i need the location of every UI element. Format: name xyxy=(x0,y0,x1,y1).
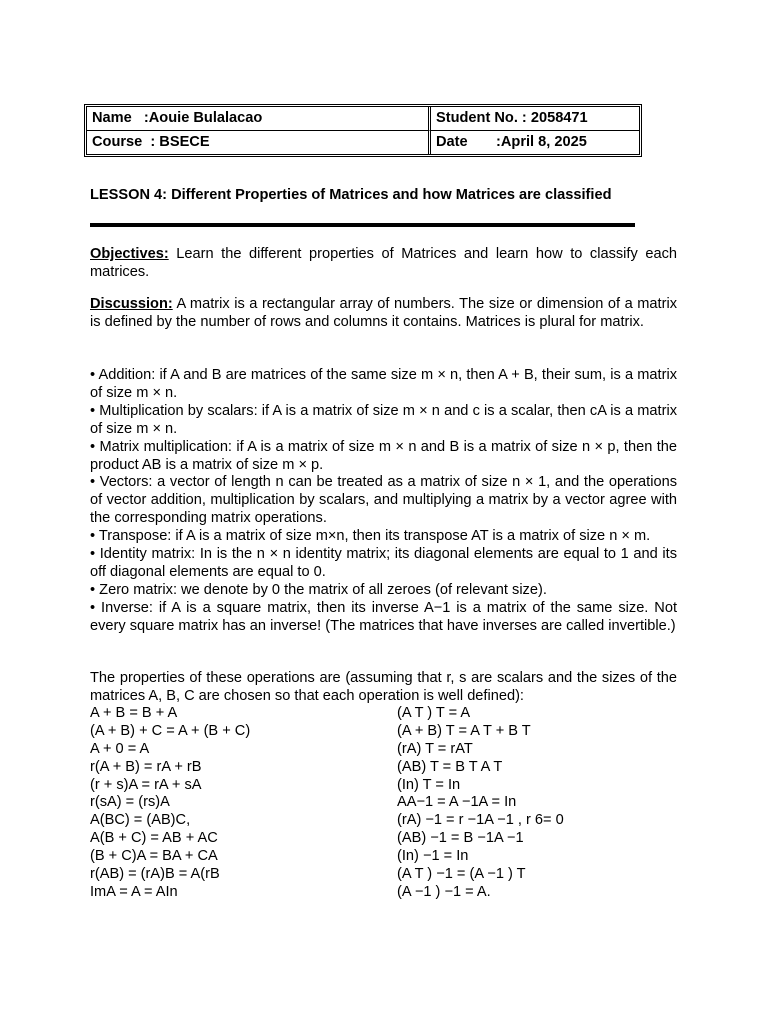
property-left: ImA = A = AIn xyxy=(90,883,178,900)
discussion-section xyxy=(90,296,677,332)
bullet-addition: • Addition: if A and B are matrices of the same size m × n, then A + B, their sum, is a matrix of size m × n. xyxy=(90,367,677,401)
property-right: (A T ) −1 = (A −1 ) T xyxy=(397,866,526,883)
property-left: r(A + B) = rA + rB xyxy=(90,758,202,775)
property-left: r(sA) = (rs)A xyxy=(90,794,170,811)
objectives-label: Objectives: xyxy=(90,246,169,262)
objectives-text: Learn the different properties of Matrices and learn how to classify each matrices. xyxy=(90,246,677,280)
property-row xyxy=(90,705,677,723)
property-right: (In) T = In xyxy=(397,776,461,793)
student-no-cell: Student No. : 2058471 xyxy=(431,107,639,131)
bullet-zero-matrix: • Zero matrix: we denote by 0 the matrix of all zeroes (of relevant size). xyxy=(90,581,547,598)
bullet-transpose: • Transpose: if A is a matrix of size m×n, then its transpose AT is a matrix of size n × m. xyxy=(90,528,651,545)
property-right: (rA) −1 = r −1A −1 , r 6= 0 xyxy=(397,812,564,829)
property-left: A(BC) = (AB)C, xyxy=(90,812,191,829)
property-left: (r + s)A = rA + sA xyxy=(90,776,202,793)
property-row xyxy=(90,812,677,830)
property-right: (In) −1 = In xyxy=(397,848,469,865)
bullet-identity-matrix: • Identity matrix: In is the n × n identity matrix; its diagonal elements are equal to 1 and its off diagonal elements are equal to 0. xyxy=(90,546,677,580)
property-left: A + B = B + A xyxy=(90,705,178,721)
property-right: (AB) −1 = B −1A −1 xyxy=(397,830,524,847)
property-row xyxy=(90,741,677,759)
property-right: (AB) T = B T A T xyxy=(397,758,503,775)
property-right: (A T ) T = A xyxy=(397,705,471,721)
property-row xyxy=(90,723,677,741)
date-cell: Date :April 8, 2025 xyxy=(436,134,587,151)
properties-list xyxy=(90,705,677,902)
course-cell: Course : BSECE xyxy=(87,131,431,155)
property-row xyxy=(90,794,677,812)
bullet-inverse: • Inverse: if A is a square matrix, then its inverse A−1 is a matrix of the same size. Not every square matrix has an inverse! (The matrices that have inverses are called invertible.) xyxy=(90,599,677,634)
divider-rule xyxy=(90,223,635,227)
property-left: (B + C)A = BA + CA xyxy=(90,848,218,865)
property-left: r(AB) = (rA)B = A(rB xyxy=(90,866,220,883)
property-right: AA−1 = A −1A = In xyxy=(397,794,517,811)
bullet-scalar-multiplication: • Multiplication by scalars: if A is a matrix of size m × n and c is a scalar, then cA is a matrix of size m × n. xyxy=(90,402,677,437)
student-info-table xyxy=(84,104,642,157)
discussion-label: Discussion: xyxy=(90,296,173,312)
name-cell: Name :Aouie Bulalacao xyxy=(87,107,431,131)
objectives-section xyxy=(90,246,677,282)
bullet-list xyxy=(90,367,677,636)
property-row xyxy=(90,830,677,848)
lesson-title: LESSON 4: Different Properties of Matrices and how Matrices are classified xyxy=(90,187,612,203)
bullet-vectors: • Vectors: a vector of length n can be treated as a matrix of size n × 1, and the operations of vector addition, multiplication by scalars, and multiplying a matrix by a vector agree with the corresponding matrix operations. xyxy=(90,474,677,527)
discussion-text: A matrix is a rectangular array of numbers. The size or dimension of a matrix is defined by the number of rows and columns it contains. Matrices is plural for matrix. xyxy=(90,296,677,330)
property-left: A(B + C) = AB + AC xyxy=(90,830,218,847)
property-row xyxy=(90,866,677,884)
properties-intro: The properties of these operations are (assuming that r, s are scalars and the sizes of the matrices A, B, C are chosen so that each operation is well defined): xyxy=(90,670,677,704)
property-row xyxy=(90,884,677,902)
property-right: (A −1 ) −1 = A. xyxy=(397,883,491,900)
property-right: (rA) T = rAT xyxy=(397,740,473,757)
property-row xyxy=(90,777,677,795)
bullet-matrix-multiplication: • Matrix multiplication: if A is a matrix of size m × n and B is a matrix of size n × p, then the product AB is a matrix of size m × p. xyxy=(90,438,677,473)
property-left: (A + B) + C = A + (B + C) xyxy=(90,722,251,739)
property-left: A + 0 = A xyxy=(90,740,150,757)
property-right: (A + B) T = A T + B T xyxy=(397,722,531,739)
property-row xyxy=(90,759,677,777)
property-row xyxy=(90,848,677,866)
